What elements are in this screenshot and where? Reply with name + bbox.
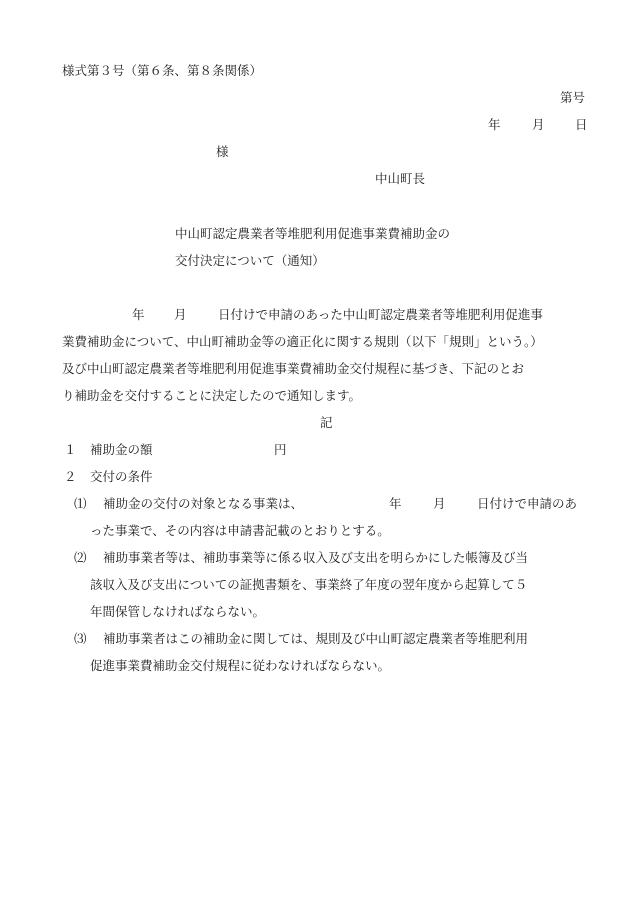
document-number: 第号 [560, 90, 586, 105]
date-year: 年 [488, 117, 501, 132]
body-line-4: り補助金を交付することに決定したので通知します。 [62, 388, 362, 403]
body-line-3: 及び中山町認定農業者等堆肥利用促進事業費補助金交付規程に基づき、下記のとお [62, 361, 525, 376]
date-day: 日 [575, 117, 588, 132]
item-1-label: 補助金の額 [90, 442, 153, 457]
title-line-2: 交付決定について（通知） [175, 253, 325, 268]
body-date-month: 月 [174, 307, 187, 322]
condition-1-month: 月 [433, 496, 446, 511]
item-1-number: １ [64, 442, 77, 457]
condition-2-line-1: 補助事業者等は、補助事業等に係る収入及び支出を明らかにした帳簿及び当 [103, 550, 529, 565]
condition-1-line-2: った事業で、その内容は申請書記載のとおりとする。 [90, 523, 390, 538]
condition-3-line-2: 促進事業費補助金交付規程に従わなければならない。 [90, 658, 391, 673]
condition-1-year: 年 [389, 496, 402, 511]
condition-3-number: ⑶ [74, 631, 87, 646]
item-1-unit: 円 [274, 442, 287, 457]
condition-2-line-2: 該収入及び支出についての証拠書類を、事業終了年度の翌年度から起算して５ [90, 577, 528, 592]
issuer: 中山町長 [375, 171, 426, 186]
condition-3-line-1: 補助事業者はこの補助金に関しては、規則及び中山町認定農業者等堆肥利用 [103, 631, 529, 646]
item-2-number: ２ [64, 469, 77, 484]
condition-2-line-3: 年間保管しなければならない。 [90, 604, 266, 619]
condition-1-line-1b: 日付けで申請のあ [477, 496, 578, 511]
date-month: 月 [532, 117, 545, 132]
body-line-1: 日付けで申請のあった中山町認定農業者等堆肥利用促進事 [218, 307, 543, 322]
form-label: 様式第３号（第６条、第８条関係） [62, 63, 263, 78]
ki-heading: 記 [320, 415, 333, 430]
item-2-label: 交付の条件 [90, 469, 153, 484]
condition-2-number: ⑵ [74, 550, 87, 565]
title-line-1: 中山町認定農業者等堆肥利用促進事業費補助金の [175, 226, 451, 241]
body-date-year: 年 [132, 307, 145, 322]
body-line-2: 業費補助金について、中山町補助金等の適正化に関する規則（以下「規則」という。） [62, 334, 543, 349]
addressee-suffix: 様 [216, 144, 229, 159]
condition-1-line-1a: 補助金の交付の対象となる事業は、 [103, 496, 304, 511]
condition-1-number: ⑴ [74, 496, 87, 511]
